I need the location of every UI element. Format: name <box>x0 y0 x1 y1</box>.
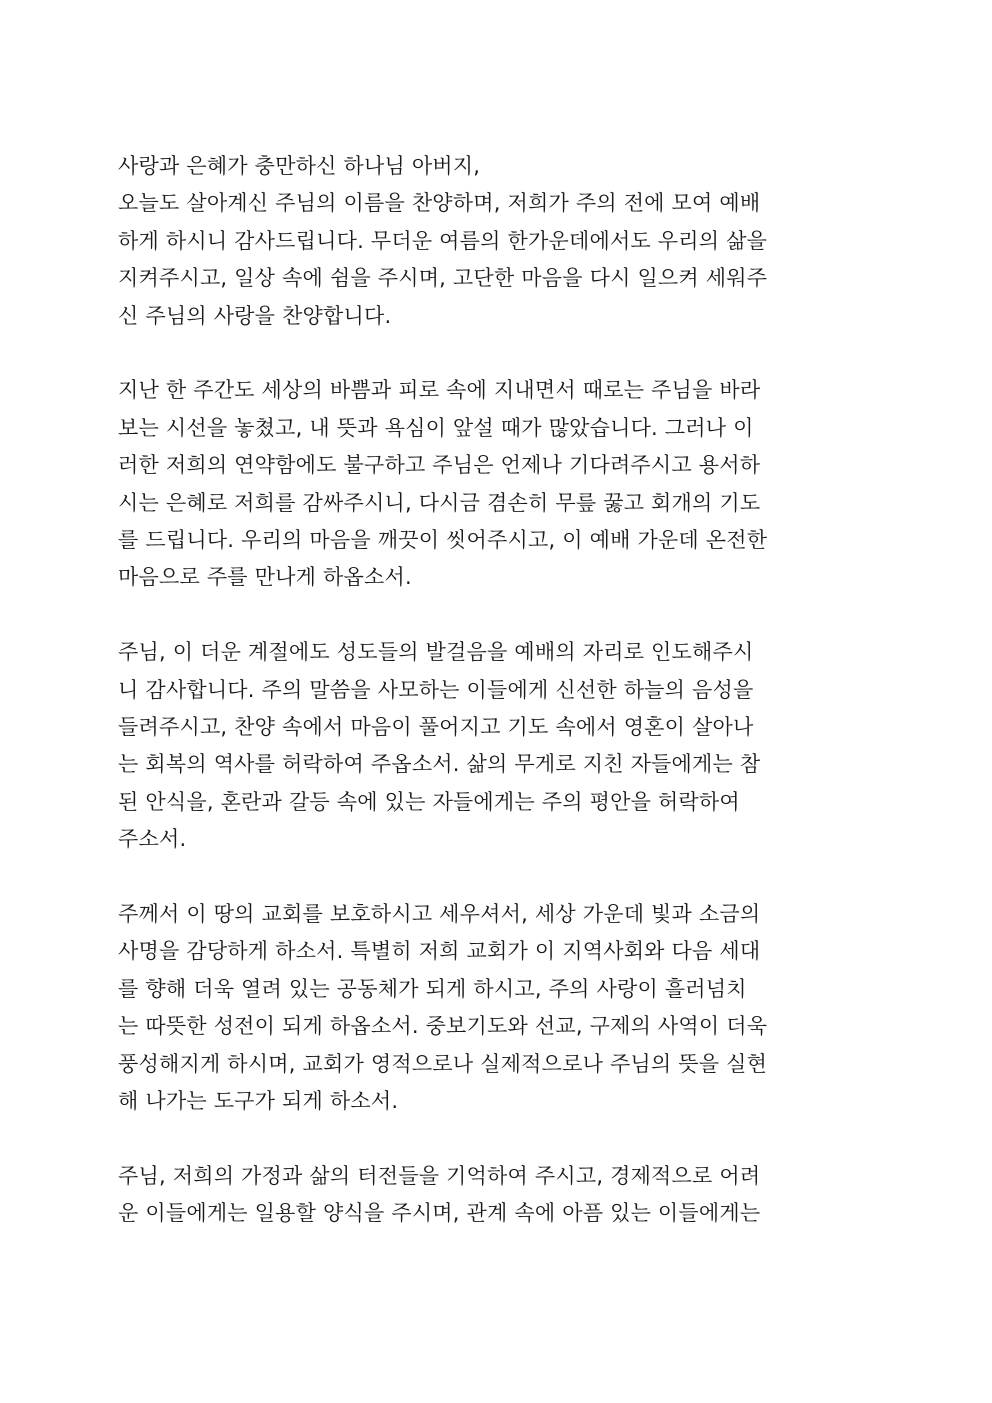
text-line: 러한 저희의 연약함에도 불구하고 주님은 언제나 기다려주시고 용서하 <box>118 453 761 478</box>
text-line: 신 주님의 사랑을 찬양합니다. <box>118 303 392 328</box>
text-line: 된 안식을, 혼란과 갈등 속에 있는 자들에게는 주의 평안을 허락하여 <box>118 789 740 814</box>
text-line: 사명을 감당하게 하소서. 특별히 저희 교회가 이 지역사회와 다음 세대 <box>118 939 761 964</box>
document-body <box>118 148 875 1270</box>
text-line: 오늘도 살아계신 주님의 이름을 찬양하며, 저희가 주의 전에 모여 예배 <box>118 191 761 216</box>
text-line: 를 향해 더욱 열려 있는 공동체가 되게 하시고, 주의 사랑이 흘러넘치 <box>118 976 747 1001</box>
text-line: 지난 한 주간도 세상의 바쁨과 피로 속에 지내면서 때로는 주님을 바라 <box>118 378 761 403</box>
text-line: 주님, 저희의 가정과 삶의 터전들을 기억하여 주시고, 경제적으로 어려 <box>118 1163 761 1188</box>
text-line: 를 드립니다. 우리의 마음을 깨끗이 씻어주시고, 이 예배 가운데 온전한 <box>118 528 768 553</box>
text-line: 운 이들에게는 일용할 양식을 주시며, 관계 속에 아픔 있는 이들에게는 <box>118 1201 761 1226</box>
text-line: 지켜주시고, 일상 속에 쉼을 주시며, 고단한 마음을 다시 일으켜 세워주 <box>118 266 768 291</box>
text-line: 니 감사합니다. 주의 말씀을 사모하는 이들에게 신선한 하늘의 음성을 <box>118 677 754 702</box>
text-line: 풍성해지게 하시며, 교회가 영적으로나 실제적으로나 주님의 뜻을 실현 <box>118 1051 768 1076</box>
text-line: 해 나가는 도구가 되게 하소서. <box>118 1089 399 1114</box>
text-line: 보는 시선을 놓쳤고, 내 뜻과 욕심이 앞설 때가 많았습니다. 그러나 이 <box>118 415 754 440</box>
paragraph-5 <box>118 1158 875 1233</box>
text-line: 사랑과 은혜가 충만하신 하나님 아버지, <box>118 154 481 178</box>
paragraph-4 <box>118 896 875 1120</box>
text-line: 하게 하시니 감사드립니다. 무더운 여름의 한가운데에서도 우리의 삶을 <box>118 228 768 253</box>
text-line: 는 따뜻한 성전이 되게 하옵소서. 중보기도와 선교, 구제의 사역이 더욱 <box>118 1014 768 1039</box>
text-line: 들려주시고, 찬양 속에서 마음이 풀어지고 기도 속에서 영혼이 살아나 <box>118 715 754 740</box>
text-line: 주소서. <box>118 827 187 852</box>
text-line: 는 회복의 역사를 허락하여 주옵소서. 삶의 무게로 지친 자들에게는 참 <box>118 752 761 777</box>
text-line: 시는 은혜로 저희를 감싸주시니, 다시금 겸손히 무릎 꿇고 회개의 기도 <box>118 490 761 515</box>
paragraph-1 <box>118 148 875 335</box>
paragraph-2 <box>118 372 875 596</box>
text-line: 마음으로 주를 만나게 하옵소서. <box>118 565 412 590</box>
text-line: 주님, 이 더운 계절에도 성도들의 발걸음을 예배의 자리로 인도해주시 <box>118 640 754 665</box>
paragraph-3 <box>118 634 875 858</box>
text-line: 주께서 이 땅의 교회를 보호하시고 세우셔서, 세상 가운데 빛과 소금의 <box>118 902 761 927</box>
